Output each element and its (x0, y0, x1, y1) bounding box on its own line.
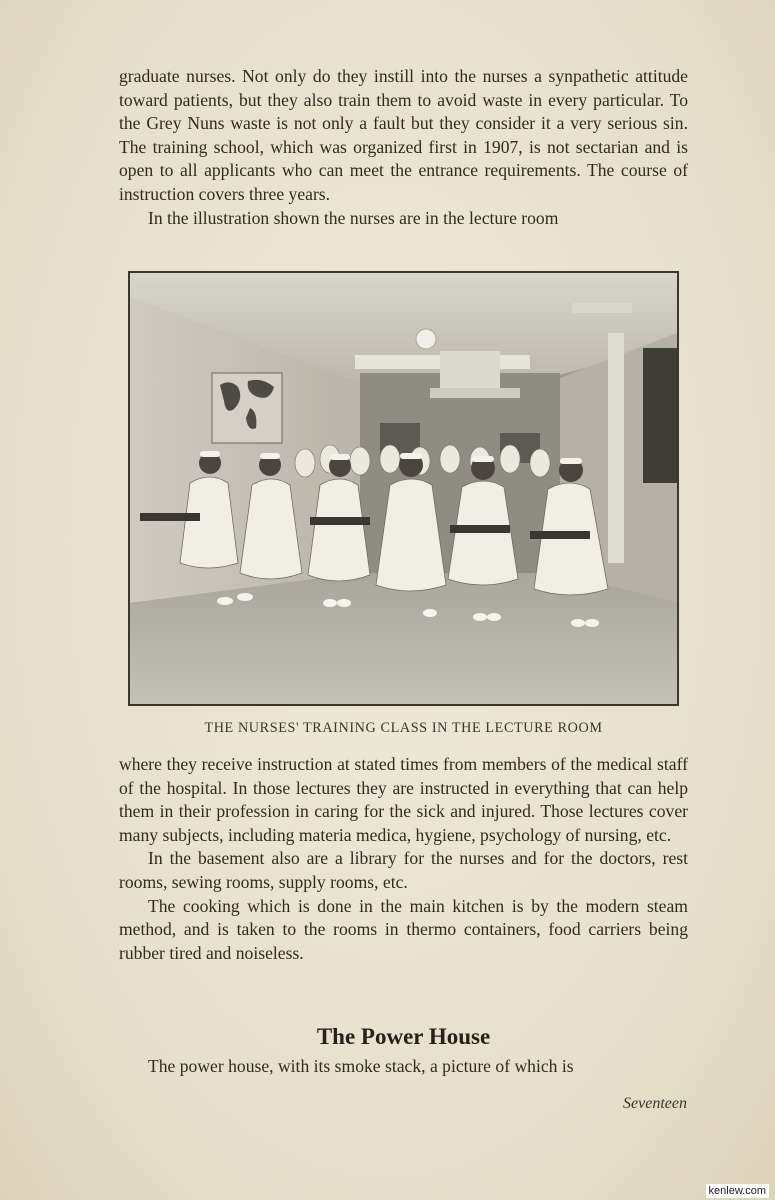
paragraph-4: In the basement also are a library for the nurses and for the doctors, rest rooms, sewing rooms, supply rooms, etc. (119, 848, 688, 892)
section-heading: The Power House (316, 1024, 491, 1049)
paragraph-1: graduate nurses. Not only do they instill into the nurses a synpathetic attitude toward patients, but they also train them to avoid waste in every particular. To the Grey Nuns waste is not only a fault but they consider it a very serious sin. The training school, which was organized first in 1907, is not sectarian and is open to all applicants who can meet the entrance requirements. The course of instruction covers three years. (119, 66, 688, 204)
paragraph-6: The power house, with its smoke stack, a picture of which is (148, 1056, 574, 1076)
text-block-bottom (119, 1055, 688, 1079)
lecture-room-photo (128, 271, 679, 706)
paragraph-5: The cooking which is done in the main kitchen is by the modern steam method, and is taken to the rooms in thermo containers, food carriers being rubber tired and noiseless. (119, 895, 688, 963)
text-block-middle (119, 753, 688, 965)
site-watermark: kenlew.com (706, 1184, 769, 1198)
page-number: Seventeen (623, 1095, 687, 1112)
paragraph-3: where they receive instruction at stated times from members of the medical staff of the hospital. In those lectures they are instructed in everything that can help them in their profession in caring for the sick and injured. Those lectures cover many subjects, including materia medica, hygiene, psychology of nursing, etc. (119, 754, 688, 845)
text-block-top (119, 65, 688, 230)
paragraph-2: In the illustration shown the nurses are in the lecture room (148, 207, 559, 228)
photo-caption: THE NURSES' TRAINING CLASS IN THE LECTURE ROOM (204, 720, 603, 736)
